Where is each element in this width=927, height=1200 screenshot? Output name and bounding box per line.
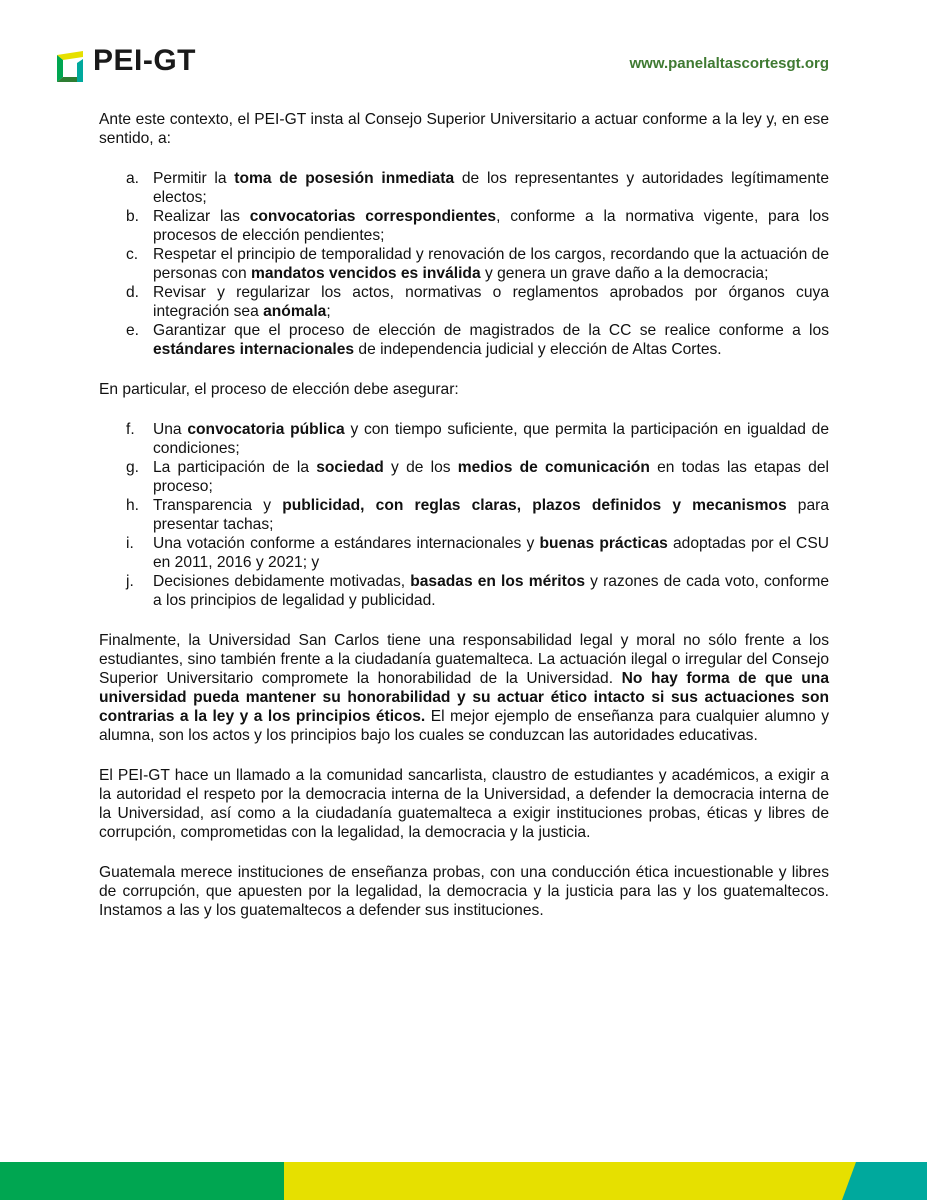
list-item: f. Una convocatoria pública y con tiempo suficiente, que permita la participación en igualdad de condiciones;	[126, 421, 829, 457]
page-header	[0, 0, 927, 100]
list-item: b. Realizar las convocatorias correspondientes, conforme a la normativa vigente, para los procesos de elección pendientes;	[126, 208, 829, 244]
footer-yellow-band	[284, 1162, 856, 1200]
list-item: a. Permitir la toma de posesión inmediata de los representantes y autoridades legítimamente electos;	[126, 170, 830, 206]
list-item: h. Transparencia y publicidad, con reglas claras, plazos definidos y mecanismos para presentar tachas;	[126, 497, 830, 533]
final-paragraph: Finalmente, la Universidad San Carlos tiene una responsabilidad legal y moral no sólo frente a los estudiantes, sino también frente a la ciudadanía guatemalteca. La actuación ilegal o irregular del Consejo Superior Universitario compromete la honorabilidad de la Universidad. No hay forma de que una universidad pueda mantener su honorabilidad y su actuar ético intacto si sus actuaciones son contrarias a la ley y a los principios éticos. El mejor ejemplo de enseñanza para cualquier alumno y alumna, son los actos y los principios bajo los cuales se conduzcan las autoridades educativas.	[99, 632, 829, 744]
website-link[interactable]: www.panelaltascortesgt.org	[629, 55, 829, 72]
footer-green-band	[0, 1162, 284, 1200]
election-requirements-list	[99, 420, 829, 610]
document-body	[99, 110, 829, 920]
closing-paragraph: Guatemala merece instituciones de enseñanza probas, con una conducción ética incuestionable y libres de corrupción, que apuesten por la legalidad, la democracia y la justicia para las y los guatemaltecos. Instamos a las y los guatemaltecos a defender sus instituciones.	[99, 864, 829, 919]
list-item: i. Una votación conforme a estándares internacionales y buenas prácticas adoptadas por el CSU en 2011, 2016 y 2021; y	[126, 535, 829, 571]
footer-bar	[0, 1162, 927, 1200]
intro-paragraph: Ante este contexto, el PEI-GT insta al Consejo Superior Universitario a actuar conforme a la ley y, en ese sentido, a:	[99, 111, 829, 147]
pei-gt-logo-icon	[54, 51, 86, 83]
list-item: g. La participación de la sociedad y de los medios de comunicación en todas las etapas del proceso;	[126, 459, 829, 495]
list-item: d. Revisar y regularizar los actos, normativas o reglamentos aprobados por órganos cuya integración sea anómala;	[126, 284, 829, 320]
list-item: j. Decisiones debidamente motivadas, basadas en los méritos y razones de cada voto, conforme a los principios de legalidad y publicidad.	[126, 573, 829, 609]
footer-teal-band	[842, 1162, 927, 1200]
call-paragraph: El PEI-GT hace un llamado a la comunidad sancarlista, claustro de estudiantes y académicos, a exigir a la autoridad el respeto por la democracia interna de la Universidad, a defender la democracia interna de la Universidad, así como a la ciudadanía guatemalteca a exigir instituciones probas, éticas y libres de corrupción, comprometidas con la legalidad, la democracia y la justicia.	[99, 767, 829, 841]
demands-list	[99, 169, 829, 359]
logo-text: PEI-GT	[93, 44, 197, 77]
particular-paragraph: En particular, el proceso de elección debe asegurar:	[99, 381, 459, 398]
list-item: e. Garantizar que el proceso de elección de magistrados de la CC se realice conforme a los estándares internacionales de independencia judicial y elección de Altas Cortes.	[126, 322, 829, 358]
list-item: c. Respetar el principio de temporalidad y renovación de los cargos, recordando que la actuación de personas con mandatos vencidos es inválida y genera un grave daño a la democracia;	[126, 246, 829, 282]
